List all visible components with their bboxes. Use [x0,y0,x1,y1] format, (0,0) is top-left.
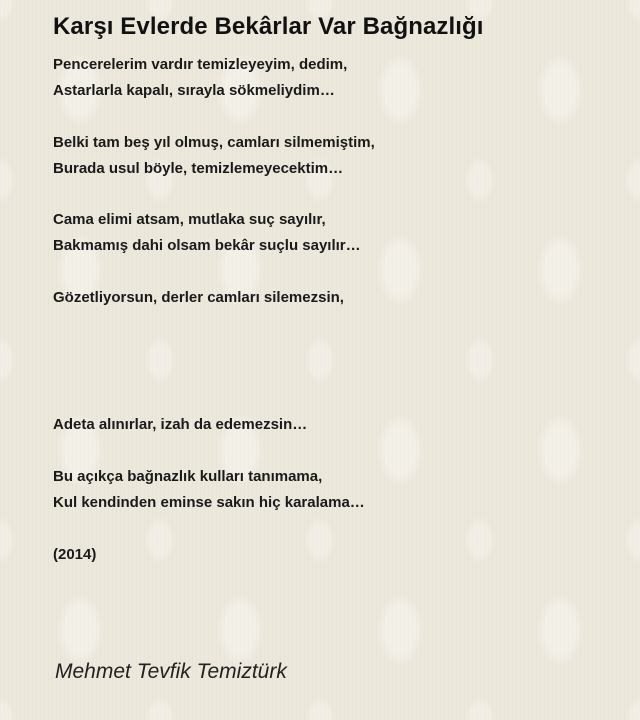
poem-line: Gözetliyorsun, derler camları silemezsin, [53,289,344,306]
poem-line: Bu açıkça bağnazlık kulları tanımama, [53,468,323,485]
poem-title: Karşı Evlerde Bekârlar Var Bağnazlığı [53,13,484,40]
poem-line: Pencerelerim vardır temizleyeyim, dedim, [53,56,348,73]
poem-line: Bakmamış dahi olsam bekâr suçlu sayılır… [53,237,361,254]
poem-line: Burada usul böyle, temizlemeyecektim… [53,160,344,177]
poem-year: (2014) [53,546,97,563]
poem-line: Adeta alınırlar, izah da edemezsin… [53,416,308,433]
poem-line: Astarlarla kapalı, sırayla sökmeliydim… [53,82,335,99]
poem-line: Kul kendinden eminse sakın hiç karalama… [53,494,365,511]
poem-line: Cama elimi atsam, mutlaka suç sayılır, [53,211,326,228]
poem-author[interactable]: Mehmet Tevfik Temiztürk [55,660,287,683]
poem-line: Belki tam beş yıl olmuş, camları silmemiştim, [53,134,375,151]
